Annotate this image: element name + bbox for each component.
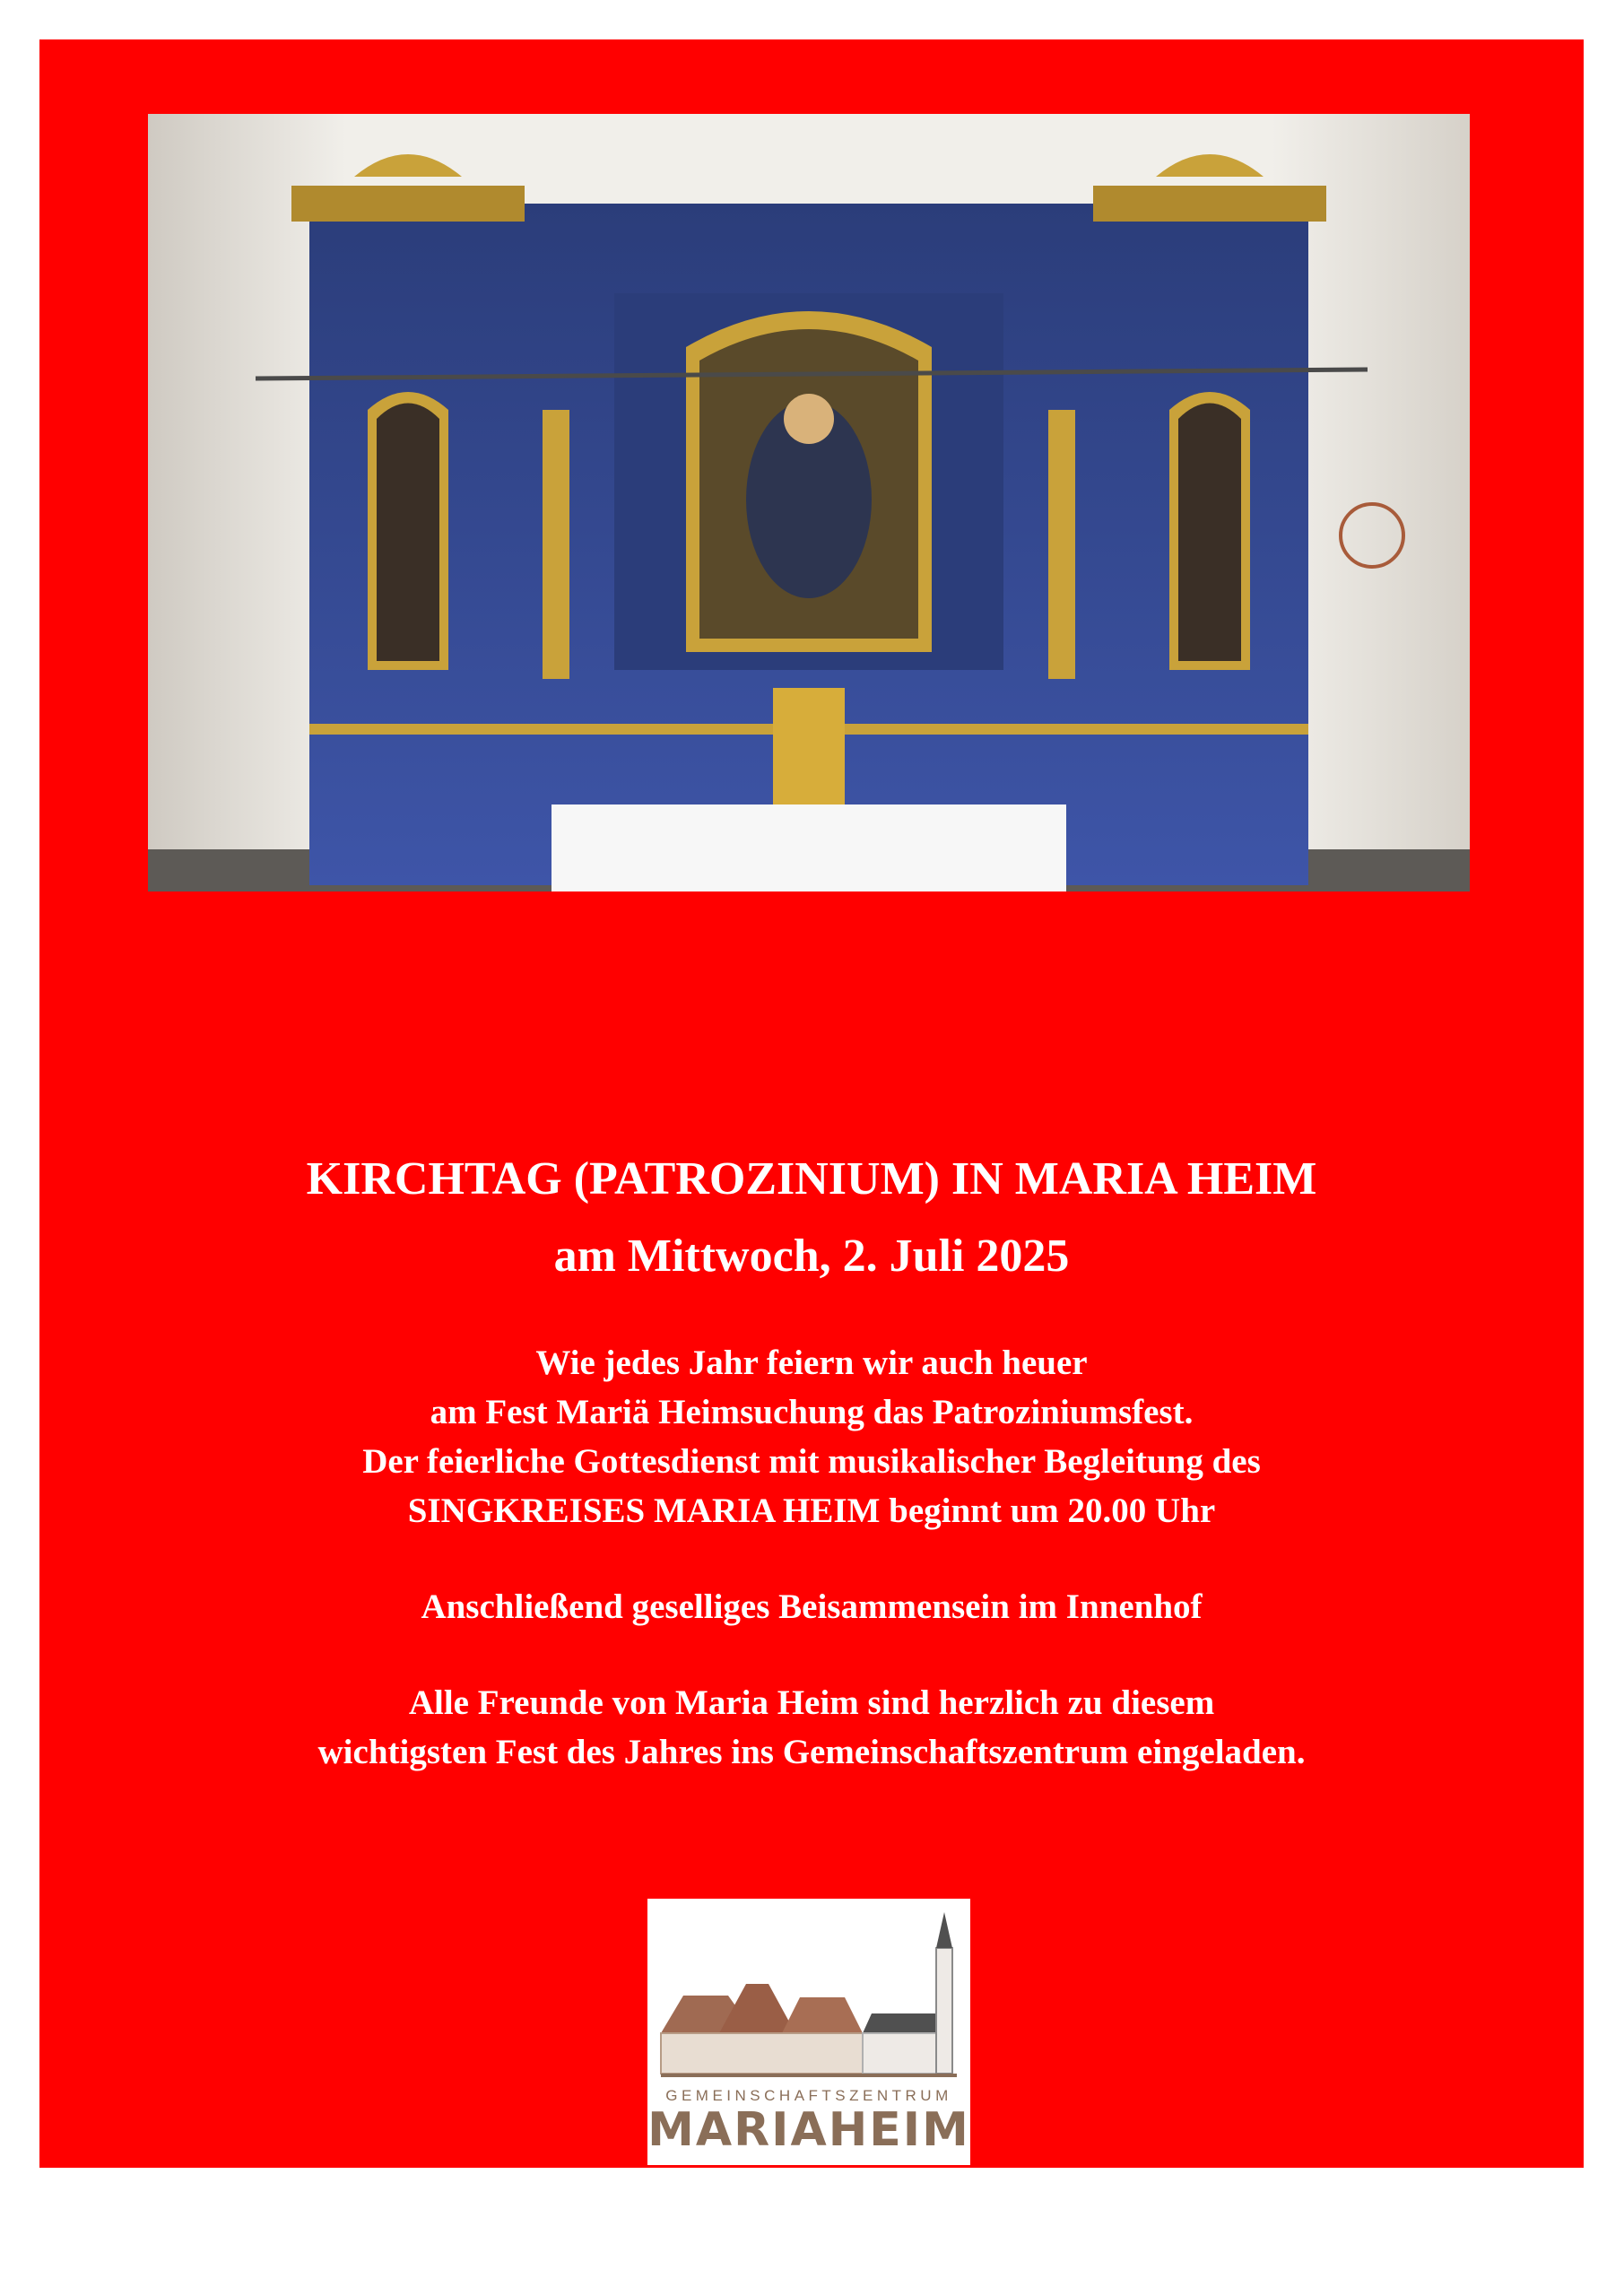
- mariaheim-logo: [647, 1899, 970, 2165]
- body-line: am Fest Mariä Heimsuchung das Patroziniumsfest.: [430, 1393, 1194, 1431]
- event-heading: [39, 1141, 1584, 1295]
- spacer: [39, 1631, 1584, 1678]
- event-date: am Mittwoch, 2. Juli 2025: [553, 1231, 1070, 1282]
- altar-photo: [148, 114, 1470, 891]
- body-line: wichtigsten Fest des Jahres ins Gemeinschaftszentrum eingeladen.: [317, 1733, 1306, 1771]
- logo-subtitle: GEMEINSCHAFTSZENTRUM: [665, 2087, 952, 2104]
- building-illustration-icon: [647, 1899, 970, 2096]
- body-line: Alle Freunde von Maria Heim sind herzlich zu diesem: [408, 1683, 1215, 1722]
- body-line: Der feierliche Gottesdienst mit musikalischer Begleitung des: [362, 1442, 1261, 1481]
- body-line: Anschließend geselliges Beisammensein im Innenhof: [421, 1587, 1203, 1626]
- logo-name: MARIAHEIM: [647, 2103, 970, 2157]
- spacer: [39, 1535, 1584, 1582]
- event-description: [39, 1338, 1584, 1777]
- poster: [39, 39, 1584, 2168]
- body-line: SINGKREISES MARIA HEIM beginnt um 20.00 Uhr: [407, 1492, 1216, 1530]
- body-line: Wie jedes Jahr feiern wir auch heuer: [535, 1344, 1088, 1382]
- event-title: KIRCHTAG (PATROZINIUM) IN MARIA HEIM: [306, 1153, 1317, 1205]
